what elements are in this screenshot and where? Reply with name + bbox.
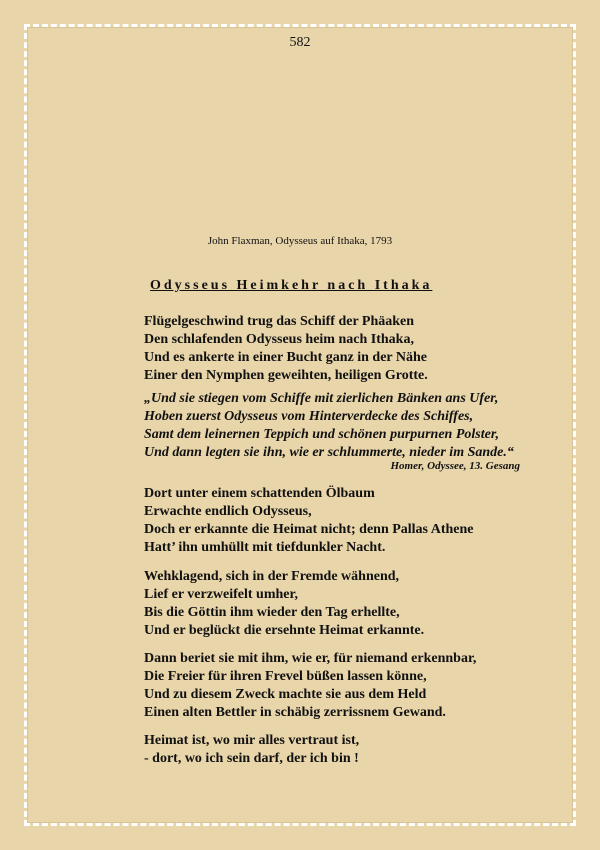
image-caption: John Flaxman, Odysseus auf Ithaka, 1793 [207, 235, 393, 247]
poem-line: Und er beglückt die ersehnte Heimat erkannte. [144, 623, 425, 638]
quote-attribution: Homer, Odyssee, 13. Gesang [390, 460, 520, 472]
poem-title: Odysseus Heimkehr nach Ithaka [150, 278, 433, 293]
poem-line: Bis die Göttin ihm wieder den Tag erhellte, [144, 605, 400, 620]
poem-line: Flügelgeschwind trug das Schiff der Phäaken [144, 314, 415, 329]
stanza-1 [144, 313, 524, 385]
quote-line: Samt dem leinernen Teppich und schönen purpurnen Polster, [144, 427, 499, 442]
poem-line: Und es ankerte in einer Bucht ganz in der Nähe [144, 350, 427, 365]
stanza-3 [144, 568, 524, 640]
page-number: 582 [289, 35, 311, 50]
homer-quote [144, 390, 524, 462]
stanza-4 [144, 650, 524, 722]
poem-line: Doch er erkannte die Heimat nicht; denn Pallas Athene [144, 522, 474, 537]
quote-line: Hoben zuerst Odysseus vom Hinterverdecke des Schiffes, [144, 409, 474, 424]
poem-line: Einen alten Bettler in schäbig zerrissnem Gewand. [144, 705, 446, 720]
poem-line: Hatt’ ihn umhüllt mit tiefdunkler Nacht. [144, 540, 386, 555]
quote-line: „Und sie stiegen vom Schiffe mit zierlichen Bänken ans Ufer, [144, 391, 499, 406]
poem-line: Und zu diesem Zweck machte sie aus dem Held [144, 687, 427, 702]
poem-line: Die Freier für ihren Frevel büßen lassen könne, [144, 669, 427, 684]
poem-line: Wehklagend, sich in der Fremde wähnend, [144, 569, 400, 584]
poem-line: - dort, wo ich sein darf, der ich bin ! [144, 751, 359, 766]
poem-line: Dann beriet sie mit ihm, wie er, für niemand erkennbar, [144, 651, 477, 666]
poem-line: Dort unter einem schattenden Ölbaum [144, 486, 375, 501]
quote-line: Und dann legten sie ihn, wie er schlummerte, nieder im Sande.“ [144, 445, 514, 460]
poem-line: Lief er verzweifelt umher, [144, 587, 298, 602]
poem-line: Den schlafenden Odysseus heim nach Ithaka, [144, 332, 414, 347]
poem-line: Heimat ist, wo mir alles vertraut ist, [144, 733, 360, 748]
stanza-2 [144, 485, 524, 557]
stanza-5 [144, 732, 524, 768]
poem-line: Einer den Nymphen geweihten, heiligen Grotte. [144, 368, 428, 383]
poem-line: Erwachte endlich Odysseus, [144, 504, 312, 519]
